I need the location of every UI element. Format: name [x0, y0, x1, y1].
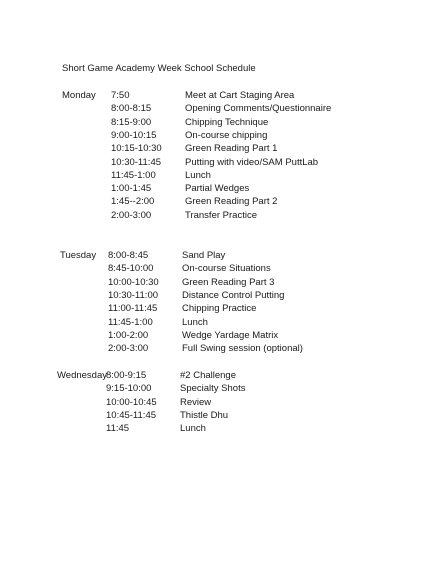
schedule-activity: Review	[180, 396, 212, 408]
schedule-activity: On-course chipping	[185, 129, 268, 141]
schedule-activity: Wedge Yardage Matrix	[182, 329, 279, 341]
schedule-activity: Thistle Dhu	[180, 409, 229, 421]
schedule-time: 8:00-8:45	[108, 250, 149, 261]
schedule-time: 9:00-10:15	[111, 129, 157, 141]
schedule-activity: On-course Situations	[182, 263, 271, 275]
schedule-time: 1:00-1:45	[111, 183, 152, 195]
schedule-time: 1:45--2:00	[111, 196, 155, 208]
schedule-activity: Lunch	[182, 316, 208, 328]
schedule-time: 10:00-10:45	[106, 396, 157, 408]
schedule-time: 10:30-11:45	[111, 156, 162, 168]
schedule-activity: Chipping Technique	[185, 116, 269, 128]
schedule-time: 10:30-11:00	[108, 289, 159, 301]
schedule-activity: Green Reading Part 3	[182, 276, 275, 288]
schedule-time: 8:15-9:00	[111, 116, 152, 128]
schedule-time: 2:00-3:00	[108, 343, 149, 355]
schedule-time: 11:00-11:45	[108, 303, 158, 315]
schedule-activity: Lunch	[180, 423, 206, 435]
schedule-activity: Opening Comments/Questionnaire	[185, 103, 332, 115]
schedule-time: 8:45-10:00	[108, 263, 154, 275]
day-label-monday: Monday	[62, 90, 96, 101]
day-label-wednesday: Wednesday	[57, 370, 107, 381]
schedule-activity: Putting with video/SAM PuttLab	[185, 156, 319, 168]
schedule-time: 7:50	[111, 90, 130, 101]
schedule-activity: Sand Play	[182, 250, 226, 261]
day-label-tuesday: Tuesday	[60, 250, 97, 261]
schedule-activity: Chipping Practice	[182, 303, 257, 315]
schedule-activity: Partial Wedges	[185, 183, 250, 195]
schedule-activity: Meet at Cart Staging Area	[185, 90, 295, 101]
schedule-time: 9:15-10:00	[106, 383, 152, 395]
schedule-time: 11:45-1:00	[111, 169, 156, 181]
schedule-time: 11:45-1:00	[108, 316, 153, 328]
schedule-time: 8:00-9:15	[106, 370, 147, 381]
schedule-activity: Green Reading Part 1	[185, 143, 278, 155]
schedule-activity: Specialty Shots	[180, 383, 246, 395]
schedule-time: 2:00-3:00	[111, 209, 152, 221]
schedule-time: 11:45	[106, 423, 130, 435]
schedule-activity: Transfer Practice	[185, 209, 257, 221]
schedule-activity: Distance Control Putting	[182, 289, 285, 301]
schedule-activity: Green Reading Part 2	[185, 196, 278, 208]
document-title: Short Game Academy Week School Schedule	[62, 63, 256, 74]
schedule-time: 10:45-11:45	[106, 409, 157, 421]
schedule-activity: Lunch	[185, 169, 211, 181]
schedule-activity: Full Swing session (optional)	[182, 343, 303, 355]
schedule-time: 10:15-10:30	[111, 143, 162, 155]
schedule-time: 8:00-8:15	[111, 103, 152, 115]
schedule-activity: #2 Challenge	[180, 370, 236, 381]
schedule-time: 1:00-2:00	[108, 329, 149, 341]
schedule-time: 10:00-10:30	[108, 276, 159, 288]
